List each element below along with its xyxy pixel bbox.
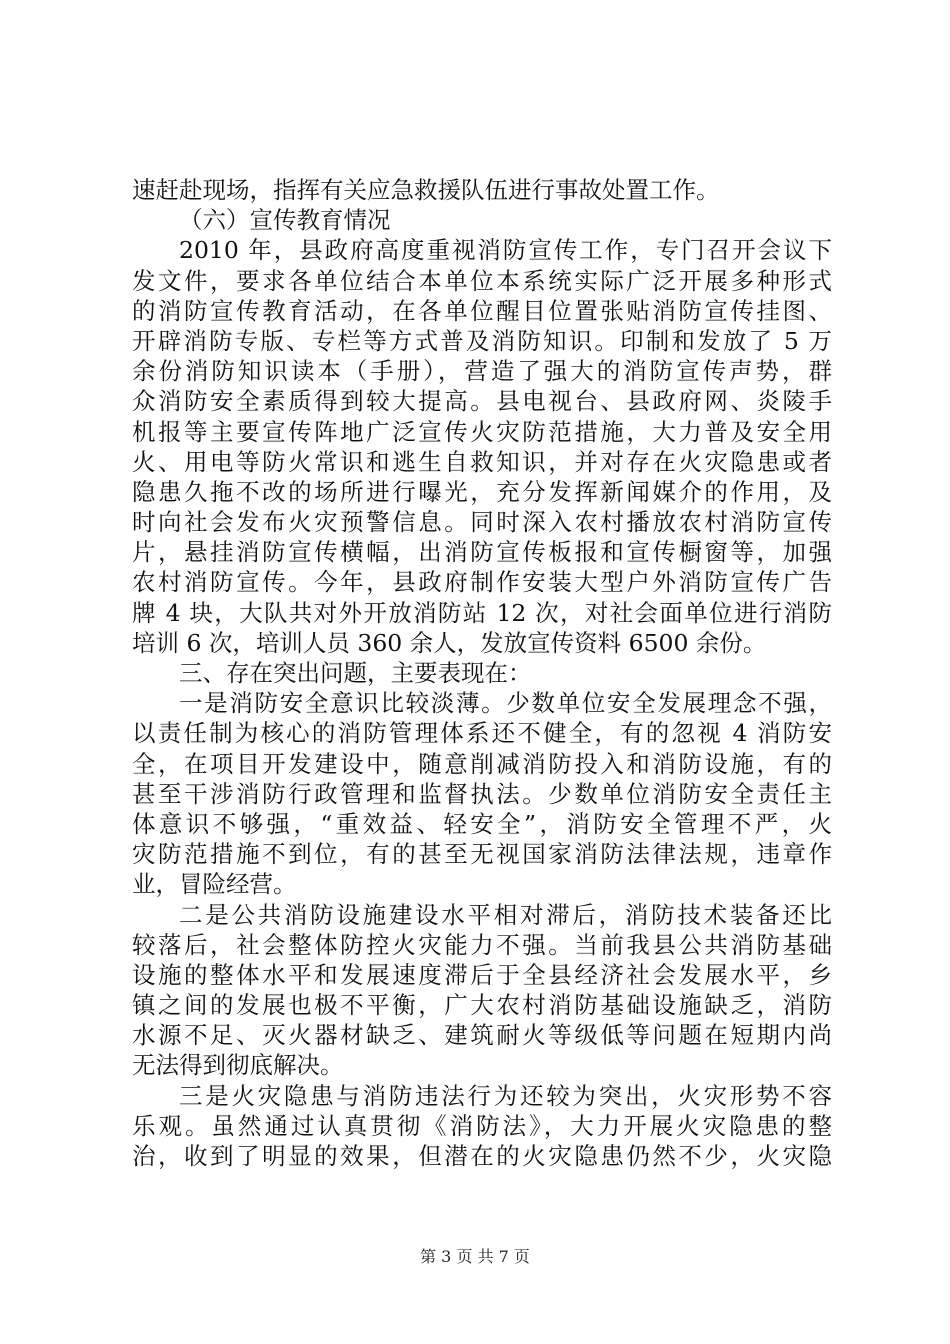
text-line: 三是火灾隐患与消防违法行为还较为突出，火灾形势不容	[179, 1081, 832, 1110]
text-line: 治，收到了明显的效果，但潜在的火灾隐患仍然不少，火灾隐	[132, 1142, 832, 1170]
text-line: 时向社会发布火灾预警信息。同时深入农村播放农村消防宣传	[132, 508, 832, 537]
text-line: 二是公共消防设施建设水平相对滞后，消防技术装备还比	[179, 900, 832, 929]
text-line: 设施的整体水平和发展速度滞后于全县经济社会发展水平，乡	[132, 960, 832, 989]
text-line: 片，悬挂消防宣传横幅，出消防宣传板报和宣传橱窗等，加强	[132, 538, 832, 567]
text-line: 隐患久拖不改的场所进行曝光，充分发挥新闻媒介的作用，及	[132, 477, 832, 506]
text-line: 水源不足、灭火器材缺乏、建筑耐火等级低等问题在短期内尚	[132, 1021, 832, 1050]
text-line: 农村消防宣传。今年，县政府制作安装大型户外消防宣传广告	[132, 568, 832, 597]
text-line: 发文件，要求各单位结合本单位本系统实际广泛开展多种形式	[132, 266, 832, 295]
text-line: 牌 4 块，大队共对外开放消防站 12 次，对社会面单位进行消防	[132, 598, 832, 627]
text-line: 培训 6 次，培训人员 360 余人，发放宣传资料 6500 余份。	[132, 628, 767, 657]
text-line: 2010 年，县政府高度重视消防宣传工作，专门召开会议下	[179, 236, 832, 265]
text-line: 火、用电等防火常识和逃生自救知识，并对存在火灾隐患或者	[132, 447, 832, 476]
text-line: 较落后，社会整体防控火灾能力不强。当前我县公共消防基础	[132, 930, 832, 959]
text-line: 体意识不够强，“重效益、轻安全”，消防安全管理不严，火	[132, 809, 832, 838]
text-line: 众消防安全素质得到较大提高。县电视台、县政府网、炎陵手	[132, 387, 832, 416]
text-line: 速赶赴现场，指挥有关应急救援队伍进行事故处置工作。	[132, 176, 720, 204]
text-line: 灾防范措施不到位，有的甚至无视国家消防法律法规，违章作	[132, 840, 832, 869]
text-line: 开辟消防专版、专栏等方式普及消防知识。印制和发放了 5 万	[132, 326, 832, 355]
text-line: 镇之间的发展也极不平衡，广大农村消防基础设施缺乏，消防	[132, 991, 832, 1020]
text-line: 一是消防安全意识比较淡薄。少数单位安全发展理念不强，	[179, 689, 832, 718]
text-line: 以责任制为核心的消防管理体系还不健全，有的忽视 4 消防安	[132, 719, 832, 748]
text-line: 全，在项目开发建设中，随意削减消防投入和消防设施，有的	[132, 749, 832, 778]
text-line: 甚至干涉消防行政管理和监督执法。少数单位消防安全责任主	[132, 779, 832, 808]
section-heading: 三、存在突出问题，主要表现在：	[179, 659, 532, 687]
text-line: 乐观。虽然通过认真贯彻《消防法》，大力开展火灾隐患的整	[132, 1111, 832, 1140]
text-line: 无法得到彻底解决。	[132, 1051, 344, 1080]
page-number-footer: 第 3 页 共 7 页	[420, 1247, 530, 1266]
document-body	[132, 175, 832, 1171]
text-line: 的消防宣传教育活动，在各单位醒目位置张贴消防宣传挂图、	[132, 296, 832, 325]
text-line: 业，冒险经营。	[132, 870, 297, 899]
text-line: 余份消防知识读本（手册），营造了强大的消防宣传声势，群	[132, 357, 832, 386]
section-heading: （六）宣传教育情况	[179, 206, 391, 235]
text-line: 机报等主要宣传阵地广泛宣传火灾防范措施，大力普及安全用	[132, 417, 832, 446]
